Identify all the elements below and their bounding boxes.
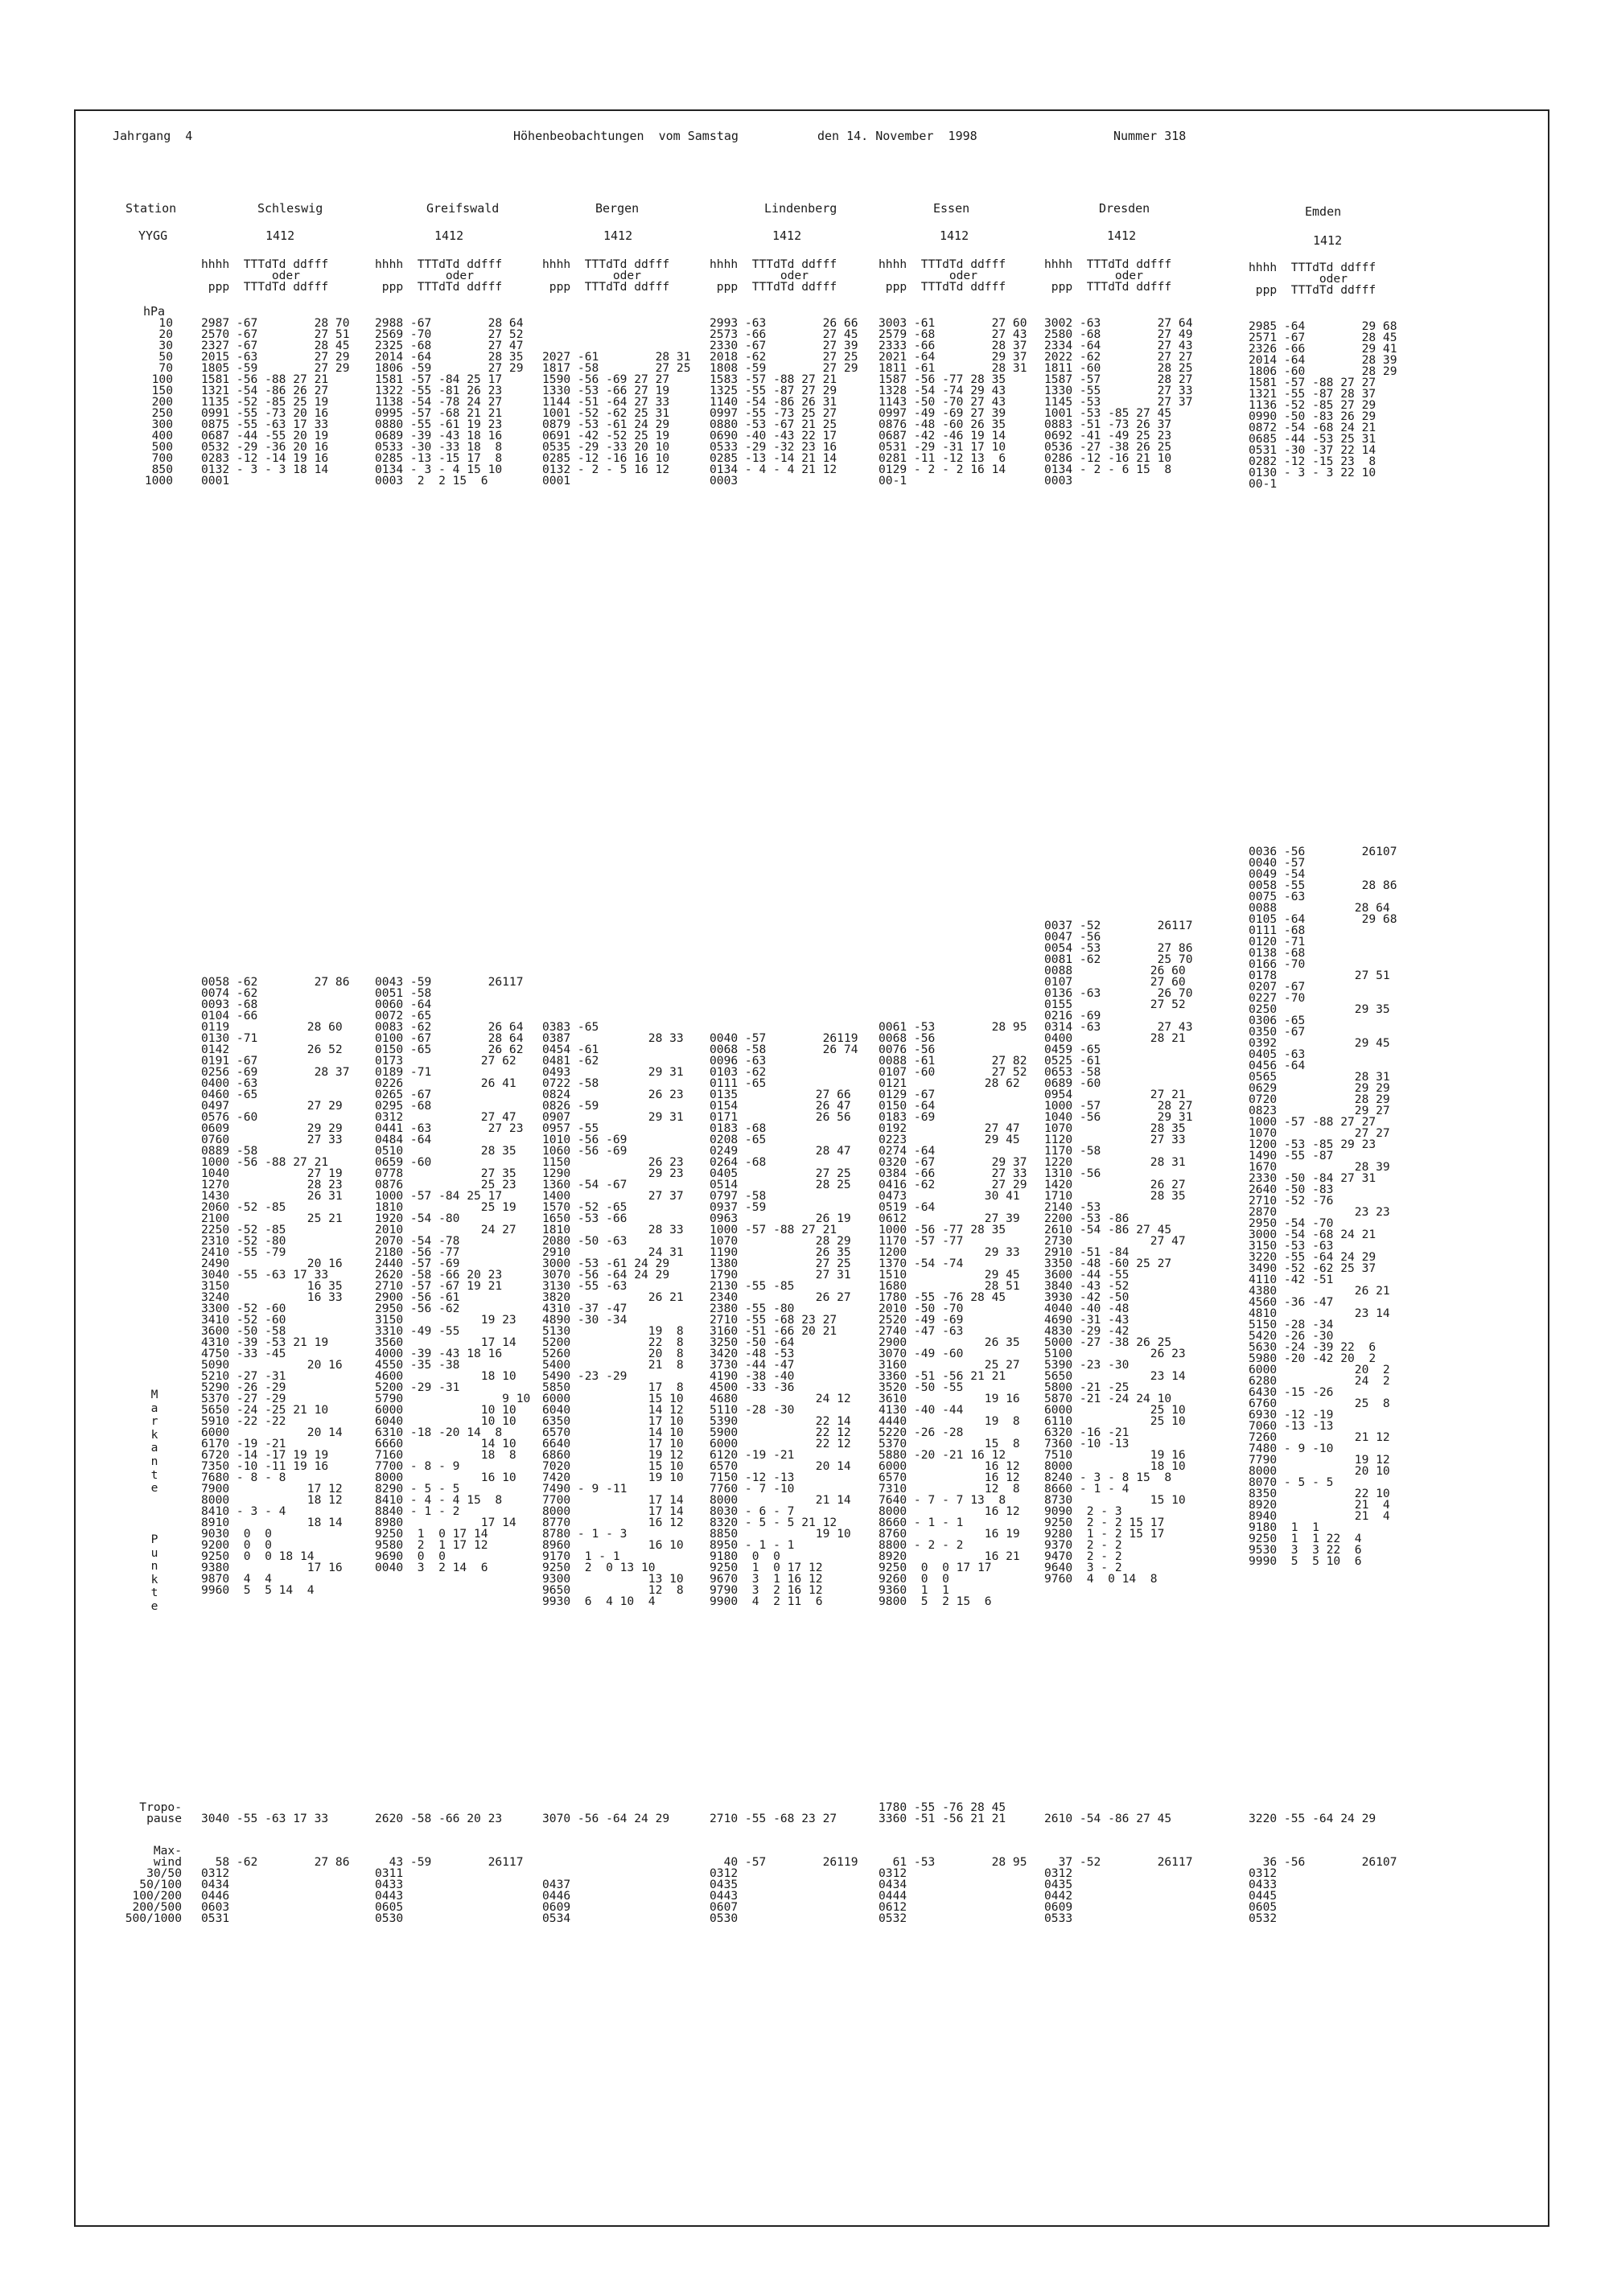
station-name: Lindenberg — [764, 201, 837, 216]
station-yygg: 1412 — [772, 228, 802, 243]
standard-levels: 3002 -63 27 64 2580 -68 27 49 2334 -64 27 43 2022 -62 27 27 1811 -60 28 25 1587 -57 28 27 1330 -55 27 33 1145 -53 27 37 1001 -53 -85 27 45 0883 -51 -73 26 37 0692 -41 -49 25 23 0536 -27 -38 26 25 0286 -12 -16 21 10 0134 - 2 - 6 15 8 0003 — [1044, 316, 1193, 488]
standard-levels: 2027 -61 28 31 1817 -58 27 25 1590 -56 -69 27 27 1330 -53 -66 27 19 1144 -51 -64 27 33 1001 -52 -62 25 31 0879 -53 -61 24 29 0691 -42 -52 25 19 0535 -29 -33 20 10 0285 -12 -16 16 10 0132 - 2 - 5 16 12 0001 — [542, 350, 691, 488]
station-yygg: 1412 — [1313, 233, 1343, 248]
maxwind-values: 40 -57 26119 0312 0435 0443 0607 0530 — [710, 1855, 858, 1925]
tropopause-value: 2710 -55 -68 23 27 — [710, 1812, 837, 1825]
column-head: hhhh TTTdTd ddfff — [542, 257, 670, 271]
column-head: ppp TTTdTd ddfff — [879, 280, 1006, 294]
column-head-oder: oder — [1249, 272, 1348, 286]
column-head: hhhh TTTdTd ddfff — [1044, 257, 1172, 271]
station-label: Station — [126, 201, 177, 216]
tropopause-value: 3070 -56 -64 24 29 — [542, 1812, 670, 1825]
maxwind-label: Max- wind 30/50 50/100 100/200 200/500 500/1000 — [125, 1844, 182, 1925]
column-head: ppp TTTdTd ddfff — [375, 280, 503, 294]
punkte-label: P u n k t e — [150, 1533, 158, 1613]
maxwind-values: 36 -56 26107 0312 0433 0445 0605 0532 — [1249, 1855, 1397, 1925]
station-name: Greifswald — [426, 201, 500, 216]
station-name: Essen — [933, 201, 970, 216]
significant-levels: 0061 -53 28 95 0068 -56 0076 -56 0088 -61 27 82 0107 -60 27 52 0121 28 62 0129 -67 0150 -64 0183 -69 0192 27 47 0223 29 45 0274 -64 0320 -67 29 37 0384 -66 27 33 0416 -62 27 29 0473 30 41 0519 -64 0612 27 39 1000 -56 -77 28 35 1170 -57 -77 1200 29 33 1370 -54 -74 1510 29 45 1680 28 51 1780 -55 -76 28 45 2010 -50 -70 2520 -49 -69 2740 -47 -63 2900 26 35 3070 -49 -60 3160 25 27 3360 -51 -56 21 21 3520 -50 -55 3610 19 16 4130 -40 -44 4440 19 8 5220 -26 -28 5370 15 8 5880 -20 -21 16 12 6000 16 12 6570 16 12 7310 12 8 7640 - 7 - 7 13 8 8000 16 12 8660 - 1 - 1 8760 16 19 8800 - 2 - 2 8920 16 21 9250 0 0 17 17 9260 0 0 9360 1 1 9800 5 2 15 6 — [879, 1020, 1027, 1608]
column-head-oder: oder — [375, 269, 475, 282]
column-head: ppp TTTdTd ddfff — [542, 280, 670, 294]
standard-levels: 2987 -67 28 70 2570 -67 27 51 2327 -67 28 45 2015 -63 27 29 1805 -59 27 29 1581 -56 -88 27 21 1321 -54 -86 26 27 1135 -52 -85 25 19 0991 -55 -73 20 16 0875 -55 -63 17 33 0687 -44 -55 20 19 0532 -29 -36 20 16 0283 -12 -14 19 16 0132 - 3 - 3 18 14 0001 — [201, 316, 350, 488]
standard-levels: 2985 -64 29 68 2571 -67 28 45 2326 -66 29 41 2014 -64 28 39 1806 -60 28 29 1581 -57 -88 27 27 1321 -55 -87 28 37 1136 -52 -85 27 29 0990 -50 -83 26 29 0872 -54 -68 24 21 0685 -44 -53 25 31 0531 -30 -37 22 14 0282 -12 -15 23 8 0130 - 3 - 3 22 10 00-1 — [1249, 319, 1397, 491]
column-head: ppp TTTdTd ddfff — [710, 280, 837, 294]
station-name: Bergen — [595, 201, 640, 216]
column-head-oder: oder — [710, 269, 809, 282]
maxwind-values: 58 -62 27 86 0312 0434 0446 0603 0531 — [201, 1855, 350, 1925]
column-head: hhhh TTTdTd ddfff — [1249, 261, 1376, 274]
station-yygg: 1412 — [265, 228, 295, 243]
significant-levels: 0040 -57 26119 0068 -58 26 74 0096 -63 0103 -62 0111 -65 0135 27 66 0154 26 47 0171 26 56 0183 -68 0208 -65 0249 28 47 0264 -68 0405 27 25 0514 28 25 0797 -58 0937 -59 0963 26 19 1000 -57 -88 27 21 1070 28 29 1190 26 35 1380 27 25 1790 27 31 2130 -55 -85 2340 26 27 2380 -55 -80 2710 -55 -68 23 27 3160 -51 -66 20 21 3250 -50 -64 3420 -48 -53 3730 -44 -47 4190 -38 -40 4500 -33 -36 4680 24 12 5110 -28 -30 5390 22 14 5900 22 12 6000 22 12 6120 -19 -21 6570 20 14 7150 -12 -13 7760 - 7 -10 8000 21 14 8030 - 6 - 7 8320 - 5 - 5 21 12 8850 19 10 8950 - 1 - 1 9180 0 0 9250 1 0 17 12 9670 3 1 16 12 9790 3 2 16 12 9900 4 2 11 6 — [710, 1031, 858, 1608]
tropopause-label: Tropo- pause — [139, 1800, 182, 1825]
tropopause-value: 3220 -55 -64 24 29 — [1249, 1812, 1376, 1825]
significant-levels: 0036 -56 26107 0040 -57 0049 -54 0058 -55 28 86 0075 -63 0088 28 64 0105 -64 29 68 0111 -68 0120 -71 0138 -68 0166 -70 0178 27 51 0207 -67 0227 -70 0250 29 35 0306 -65 0350 -67 0392 29 45 0405 -63 0456 -64 0565 28 31 0629 29 29 0720 28 29 0823 29 27 1000 -57 -88 27 27 1070 27 27 1200 -53 -85 29 23 1490 -55 -87 1670 28 39 2330 -50 -84 27 31 2640 -50 -83 2710 -52 -76 2870 23 23 2950 -54 -70 3000 -54 -68 24 21 3150 -53 -63 3220 -55 -64 24 29 3490 -52 -62 25 37 4110 -42 -51 4380 26 21 4560 -36 -47 4810 23 14 5150 -28 -34 5420 -26 -30 5630 -24 -39 22 6 5980 -20 -42 20 2 6000 20 2 6280 24 2 6430 -15 -26 6760 25 8 6930 -12 -19 7060 -13 -13 7260 21 12 7480 - 9 -10 7790 19 12 8000 20 10 8070 - 5 - 5 8350 22 10 8920 21 4 8940 21 4 9180 1 1 9250 1 1 22 4 9530 3 3 22 6 9990 5 5 10 6 — [1249, 845, 1397, 1568]
report-title: Höhenbeobachtungen vom Samstag — [513, 129, 739, 143]
hpa-label: hPa — [143, 304, 166, 319]
column-head-oder: oder — [201, 269, 301, 282]
station-name: Dresden — [1099, 201, 1150, 216]
tropopause-value: 2610 -54 -86 27 45 — [1044, 1812, 1172, 1825]
significant-levels: 0383 -65 0387 28 33 0454 -61 0481 -62 0493 29 31 0722 -58 0824 26 23 0826 -59 0907 29 31 0957 -55 1010 -56 -69 1060 -56 -69 1150 26 23 1290 29 23 1360 -54 -67 1400 27 37 1570 -52 -65 1650 -53 -66 1810 28 33 2080 -50 -63 2910 24 31 3000 -53 -61 24 29 3070 -56 -64 24 29 3130 -55 -63 3820 26 21 4310 -37 -47 4890 -30 -34 5130 19 8 5200 22 8 5260 20 8 5400 21 8 5490 -23 -29 5850 17 8 6000 15 10 6040 14 12 6350 17 10 6570 14 10 6640 17 10 6860 19 12 7020 15 10 7420 19 10 7490 - 9 -11 7700 17 14 8000 17 14 8770 16 12 8780 - 1 - 3 8960 16 10 9170 1 - 1 9250 2 0 13 10 9300 13 10 9650 12 8 9930 6 4 10 4 — [542, 1020, 684, 1608]
station-name: Emden — [1305, 204, 1342, 219]
maxwind-values: 0437 0446 0609 0534 — [542, 1878, 571, 1925]
maxwind-values: 43 -59 26117 0311 0433 0443 0605 0530 — [375, 1855, 524, 1925]
column-head: hhhh TTTdTd ddfff — [710, 257, 837, 271]
column-head: hhhh TTTdTd ddfff — [201, 257, 329, 271]
tropopause-value: 1780 -55 -76 28 45 3360 -51 -56 21 21 — [879, 1800, 1006, 1825]
standard-levels: 2988 -67 28 64 2569 -70 27 52 2325 -68 27 47 2014 -64 28 35 1806 -59 27 29 1581 -57 -84 25 17 1322 -55 -81 26 23 1138 -54 -78 24 27 0995 -57 -68 21 21 0880 -55 -61 19 23 0689 -39 -43 18 16 0533 -30 -33 18 8 0285 -13 -15 17 8 0134 - 3 - 4 15 10 0003 2 2 15 6 — [375, 316, 524, 488]
column-head-oder: oder — [879, 269, 978, 282]
column-head: hhhh TTTdTd ddfff — [879, 257, 1006, 271]
column-head-oder: oder — [542, 269, 642, 282]
station-yygg: 1412 — [603, 228, 633, 243]
column-head: ppp TTTdTd ddfff — [201, 280, 329, 294]
station-yygg: 1412 — [1107, 228, 1137, 243]
column-head-oder: oder — [1044, 269, 1144, 282]
significant-levels: 0037 -52 26117 0047 -56 0054 -53 27 86 0081 -62 25 70 0088 26 60 0107 27 60 0136 -63 26 70 0155 27 52 0216 -69 0314 -63 27 43 0400 28 21 0459 -65 0525 -61 0653 -58 0689 -60 0954 27 21 1000 -57 28 27 1040 -56 29 31 1070 28 35 1120 27 33 1170 -58 1220 28 31 1310 -56 1420 26 27 1710 28 35 2140 -53 2200 -53 -86 2610 -54 -86 27 45 2730 27 47 2910 -51 -84 3350 -48 -60 25 27 3600 -44 -55 3840 -43 -52 3930 -42 -50 4040 -40 -48 4690 -31 -43 4830 -29 -42 5000 -27 -38 26 25 5100 26 23 5390 -23 -30 5650 23 14 5800 -21 -25 5870 -21 -24 24 10 6000 25 10 6110 25 10 6320 -16 -21 7360 -10 -13 7510 19 16 8000 18 10 8240 - 3 - 8 15 8 8660 - 1 - 4 8730 15 10 9090 2 - 3 9250 2 - 2 15 17 9280 1 - 2 15 17 9370 2 - 2 9470 2 - 2 9640 3 - 2 9760 4 0 14 8 — [1044, 919, 1193, 1586]
station-name: Schleswig — [257, 201, 323, 216]
station-yygg: 1412 — [940, 228, 969, 243]
report-number: Nummer 318 — [1113, 129, 1187, 143]
significant-levels: 0058 -62 27 86 0074 -62 0093 -68 0104 -66 0119 28 60 0130 -71 0142 26 52 0191 -67 0256 -69 28 37 0400 -63 0460 -65 0497 27 29 0576 -60 0609 29 29 0760 27 33 0889 -58 1000 -56 -88 27 21 1040 27 19 1270 28 23 1430 26 31 2060 -52 -85 2100 25 21 2250 -52 -85 2310 -52 -80 2410 -55 -79 2490 20 16 3040 -55 -63 17 33 3150 16 35 3240 16 33 3300 -52 -60 3410 -52 -60 3600 -50 -58 4310 -39 -53 21 19 4750 -33 -45 5090 20 16 5210 -27 -31 5290 -26 -29 5370 -27 -29 5650 -24 -25 21 10 5910 -22 -22 6000 20 14 6170 -19 -21 6720 -14 -17 19 19 7350 -10 -11 19 16 7680 - 8 - 8 7900 17 12 8000 18 12 8410 - 3 - 4 8910 18 14 9030 0 0 9200 0 0 9250 0 0 18 14 9380 17 16 9870 4 4 9960 5 5 14 4 — [201, 975, 350, 1597]
pressure-levels: 10 20 30 50 70 100 150 200 250 300 400 500 700 850 1000 — [144, 316, 173, 488]
column-head: ppp TTTdTd ddfff — [1044, 280, 1172, 294]
column-head: ppp TTTdTd ddfff — [1249, 283, 1376, 297]
standard-levels: 2993 -63 26 66 2573 -66 27 45 2330 -67 27 39 2018 -62 27 25 1808 -59 27 29 1583 -57 -88 27 21 1325 -55 -87 27 29 1140 -54 -86 26 31 0997 -55 -73 25 27 0880 -53 -67 21 25 0690 -40 -43 22 17 0533 -29 -32 23 16 0285 -13 -14 21 14 0134 - 4 - 4 21 12 0003 — [710, 316, 858, 488]
tropopause-value: 2620 -58 -66 20 23 — [375, 1812, 503, 1825]
volume-label: Jahrgang 4 — [113, 129, 193, 143]
tropopause-value: 3040 -55 -63 17 33 — [201, 1812, 329, 1825]
yygg-label: YYGG — [138, 228, 168, 243]
markante-label: M a r k a n t e — [150, 1388, 158, 1496]
report-date: den 14. November 1998 — [817, 129, 977, 143]
standard-levels: 3003 -61 27 60 2579 -68 27 43 2333 -66 28 37 2021 -64 29 37 1811 -61 28 31 1587 -56 -77 28 35 1328 -54 -74 29 43 1143 -50 -70 27 43 0997 -49 -69 27 39 0876 -48 -60 26 35 0687 -42 -46 19 14 0531 -29 -31 17 10 0281 -11 -12 13 6 0129 - 2 - 2 16 14 00-1 — [879, 316, 1027, 488]
station-yygg: 1412 — [434, 228, 464, 243]
maxwind-values: 61 -53 28 95 0312 0434 0444 0612 0532 — [879, 1855, 1027, 1925]
column-head: hhhh TTTdTd ddfff — [375, 257, 503, 271]
significant-levels: 0043 -59 26117 0051 -58 0060 -64 0072 -65 0083 -62 26 64 0100 -67 28 64 0150 -65 26 62 0173 27 62 0189 -71 0226 26 41 0265 -67 0295 -68 0312 27 47 0441 -63 27 23 0484 -64 0510 28 35 0659 -60 0778 27 35 0876 25 23 1000 -57 -84 25 17 1810 25 19 1920 -54 -80 2010 24 27 2070 -54 -78 2180 -56 -77 2440 -57 -69 2620 -58 -66 20 23 2710 -57 -67 19 21 2900 -56 -61 2950 -56 -62 3150 19 23 3310 -49 -55 3560 17 14 4000 -39 -43 18 16 4550 -35 -38 4600 18 10 5200 -29 -31 5790 9 10 6000 10 10 6040 10 10 6310 -18 -20 14 8 6660 14 10 7160 18 8 7700 - 8 - 9 8000 16 10 8290 - 5 - 5 8410 - 4 - 4 15 8 8840 - 1 - 2 8980 17 14 9250 1 0 17 14 9580 2 1 17 12 9690 0 0 0040 3 2 14 6 — [375, 975, 531, 1574]
maxwind-values: 37 -52 26117 0312 0435 0442 0609 0533 — [1044, 1855, 1193, 1925]
